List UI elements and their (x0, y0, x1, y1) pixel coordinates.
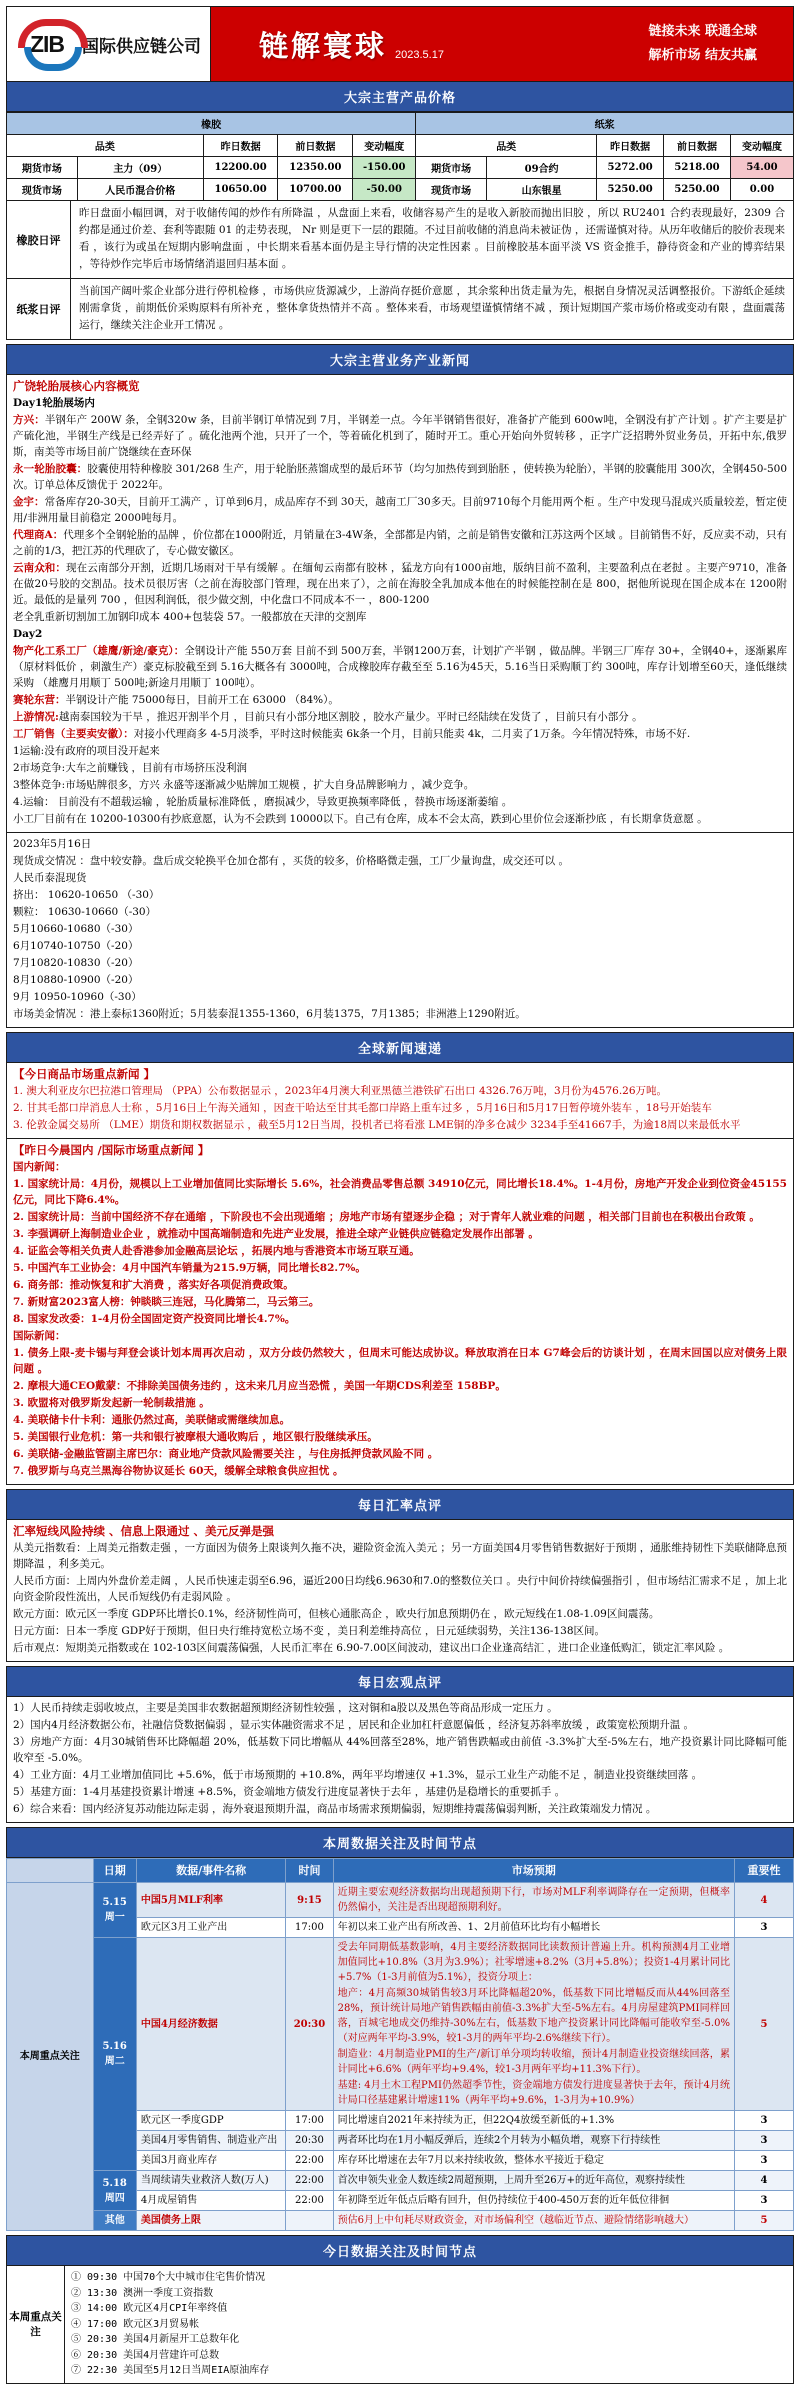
global-news-block (6, 1063, 794, 1139)
commentary-row (6, 279, 794, 340)
today-calendar-item: ① 09:30 中国70个大中城市住宅售价情况 (71, 2272, 266, 2283)
commentary-text: 昨日盘面小幅回调，对于收储传闻的炒作有所降温 ，从盘面上来看，收储容易产生的是收入新胶而抛出旧胶 ，所以 RU2401 合约表现最好，2309 合约都是通过价差、套利等跟随 01 的走势表现， Nr 则是更下一层的跟随。不过目前收储的消息尚未被证伪 ，还需谨慎对待。从历年收储后的胶价表现来看 ，该行为或虽在短期内影响盘面 ，中长期来看基本面仍是主导行情的决定性因素 。目前橡胶基本面平淡 VS 资金推手，静待资金和产业的博弈结果 ，等待炒作完毕后市场情绪消退回归基本面 。 (79, 207, 785, 270)
fx-paragraph: 人民币方面：上周内外盘价差走阔 ，人民币快速走弱至6.96，逼近200日均线6.9630和7.0的整数位关口 。央行中间价持续偏强指引 ，但市场结汇需求不足 ，加上北向资金阶段性流出，人民币短线仍有走弱风险 。 (13, 1575, 787, 1603)
calendar-event-time: 17:00 (286, 2111, 333, 2131)
industry-news-item (13, 527, 787, 559)
calendar-importance: 3 (734, 1918, 793, 1938)
calendar-event-name[interactable]: 中国4月经济数据 (136, 1938, 286, 2111)
section-bar-fx: 每日汇率点评 (6, 1489, 794, 1520)
calendar-date-cell: 5.18 周四 (93, 2171, 136, 2211)
spot-quote-block (6, 833, 794, 1028)
industry-news-item (13, 709, 787, 725)
calendar-col-expectation: 市场预期 (333, 1859, 734, 1883)
industry-news-item (13, 692, 787, 708)
commentary-label: 纸浆日评 (7, 279, 71, 339)
market-type: 现货市场 (7, 179, 78, 201)
calendar-row[interactable] (7, 1938, 794, 2111)
slogan-line-1: 链接未来 联通全球 (648, 24, 757, 39)
macro-paragraph: 1）人民币持续走弱收坡点，主要是美国非农数据超预期经济韧性较强 ，这对铜和a股以及黑色等商品形成一定压力 。 (13, 1702, 558, 1714)
product-name: 09合约 (487, 157, 597, 179)
commentary-label: 橡胶日评 (7, 201, 71, 278)
previous-value: 5250.00 (664, 179, 731, 201)
calendar-expectation: 同比增速自2021年来持续为正，但22Q4放缓至新低的+1.3% (333, 2111, 734, 2131)
domestic-news-item: 5. 中国汽车工业协会：4月中国汽车销量为215.9万辆，同比增长82.7%。 (13, 1262, 366, 1274)
week-calendar-table (6, 1858, 794, 2231)
calendar-row[interactable] (7, 2211, 794, 2231)
spot-quote-line: 挤出： 10620-10650 （-30） (13, 889, 160, 901)
slogan (648, 21, 757, 67)
day1-label: Day1轮胎展场内 (13, 397, 95, 409)
col-header-category: 品类 (7, 135, 204, 157)
calendar-date-cell: 其他 (93, 2211, 136, 2231)
industry-news-item (13, 461, 787, 493)
today-calendar-item: ⑥ 20:30 美国4月营建许可总数 (71, 2349, 220, 2361)
previous-value: 5218.00 (664, 157, 731, 179)
spot-quote-line: 颗粒： 10630-10660（-30） (13, 906, 157, 918)
spot-summary: 现货成交情况 ：盘中较安静。盘后成交轮换平仓加仓都有 ，买货的较多，价格略微走强，工厂少量询盘，成交还可以 。 (13, 855, 570, 867)
yesterday-value: 12200.00 (203, 157, 278, 179)
calendar-event-time: 17:00 (286, 1918, 333, 1938)
market-type: 期货市场 (416, 157, 487, 179)
calendar-importance: 3 (734, 2191, 793, 2211)
today-calendar-row (6, 2266, 794, 2384)
macro-paragraph: 2）国内4月经济数据公布，社融信贷数据偏弱 ，显示实体融资需求不足 ，居民和企业加杠杆意愿偏低 ，经济复苏斜率放缓 ，政策宽松预期升温 。 (13, 1719, 695, 1731)
price-column-header-row (7, 135, 794, 157)
calendar-importance: 5 (734, 2211, 793, 2231)
industry-news-block (6, 375, 794, 833)
previous-value: 12350.00 (278, 157, 353, 179)
product-name: 山东银星 (487, 179, 597, 201)
yesterday-value: 5272.00 (597, 157, 664, 179)
macro-paragraph: 4）工业方面：4月工业增加值同比 +5.6%，低于市场预期的 +10.8%，两年平均增速仅 +1.3%，显示工业生产动能不足 ，制造业投资继续回落 。 (13, 1769, 703, 1781)
fx-comment-title: 汇率短线风险持续 、信息上限通过 、美元反弹是强 (13, 1524, 275, 1538)
calendar-event-time: 20:30 (286, 2131, 333, 2151)
masthead (6, 6, 794, 82)
group-header-rubber: 橡胶 (7, 113, 416, 135)
commodity-news-item: 3. 伦敦金属交易所 （LME）期货和期权数据显示 ，截至5月12日当周，投机者已将看涨 LME铜的净多仓减少 3234手至41667手，为逾18周以来最低水平 (13, 1119, 741, 1131)
industry-news-item-text: 越南泰国较为干旱 ，推迟开割半个月 ，目前只有小部分地区割胶 ，胶水产量少。平时已经陆续在发货了 ，目前只有小部分 。 (58, 711, 643, 723)
industry-news-item-name: 金宇： (13, 496, 45, 508)
calendar-expectation: 年初降至近年低点后略有回升，但仍持续位于400-450万套的近年低位徘徊 (333, 2191, 734, 2211)
fx-paragraph: 从美元指数看：上周美元指数走强 ，一方面因为债务上限谈判久拖不决，避险资金流入美元 ；另一方面美国4月零售销售数据好于预期 ，通胀维持韧性下美联储降息预期降温 ，利多美元。 (13, 1542, 787, 1570)
price-row (7, 157, 794, 179)
calendar-event-name[interactable]: 美国4月零售销售、制造业产出 (136, 2131, 286, 2151)
industry-news-item-name: 工厂销售（主要卖安徽）： (13, 728, 134, 740)
calendar-col-date: 日期 (93, 1859, 136, 1883)
macro-view-block (6, 1697, 794, 1823)
logo-company-name: 国际供应链公司 (82, 36, 201, 56)
industry-news-item-name: 物产化工系工厂（雄鹰/新途/豪克）： (13, 645, 185, 657)
fx-comment-block (6, 1520, 794, 1662)
product-name: 主力（09） (77, 157, 203, 179)
industry-point: 1运输:没有政府的项目没开起来 (13, 745, 160, 757)
macro-paragraph: 3）房地产方面：4月30城销售环比降幅超 20%，低基数下同比增幅从 44%回落至28%，地产销售跌幅或由前值 -3.3%扩大至-5%左右，地产投资累计同比降幅可能收窄至 -5.0%。 (13, 1736, 787, 1764)
calendar-event-time: 22:00 (286, 2151, 333, 2171)
industry-news-item (13, 643, 787, 691)
change-value: -50.00 (353, 179, 416, 201)
today-calendar-item: ⑦ 22:30 美国至5月12日当周EIA原油库存 (71, 2365, 270, 2376)
fx-paragraph: 日元方面：日本一季度 GDP好于预期，但日央行维持宽松立场不变 ，美日利差维持高位 ，日元延续弱势，关注136-138区间。 (13, 1625, 606, 1637)
section-bar-prices: 大宗主营产品价格 (6, 82, 794, 112)
industry-news-item-name: 代理商A： (13, 529, 64, 541)
group-header-pulp: 纸浆 (416, 113, 794, 135)
today-calendar-item: ⑤ 20:30 美国4月新屋开工总数年化 (71, 2334, 240, 2345)
market-type: 期货市场 (7, 157, 78, 179)
domestic-news-item: 3. 李强调研上海制造业企业 ，就推动中国高端制造和先进产业发展，推进全球产业链供应链稳定发展作出部署 。 (13, 1228, 539, 1240)
yesterday-value: 5250.00 (597, 179, 664, 201)
calendar-col-focus (7, 1859, 94, 1883)
change-value: 54.00 (730, 157, 793, 179)
commodity-news-item: 1. 澳大利亚皮尔巴拉港口管理局 （PPA）公布数据显示 ，2023年4月澳大利亚黑德兰港铁矿石出口 4326.76万吨，3月份为4576.26万吨。 (13, 1085, 668, 1097)
today-calendar-item: ③ 14:00 欧元区4月CPI年率终值 (71, 2303, 228, 2314)
macro-news-block (6, 1139, 794, 1485)
calendar-expectation: 两者环比均在1月小幅反弹后，连续2个月转为小幅负增，观察下行持续性 (333, 2131, 734, 2151)
company-logo (7, 7, 211, 81)
fx-paragraph: 欧元方面：欧元区一季度 GDP环比增长0.1%，经济韧性尚可，但核心通胀高企 ，欧央行加息预期仍在 ，欧元短线在1.08-1.09区间震荡。 (13, 1608, 660, 1620)
industry-news-item-text: 半钢年产 200W 条，全钢320w 条，目前半钢订单情况到 7月，半钢差一点。今年半钢销售很好，准备扩产能到 600w吨，全钢没有扩产计划 。扩产主要是扩产硫化池，半钢生产线是已经弄好了 。硫化池两个池，只开了一个，等着硫化机到了，随时开工。重心开始向外贸转移 ，正字广泛招聘外贸业务员，开拓中东,俄罗斯，南美等市场目前广饶继续在查环保 (13, 414, 787, 458)
day1-tail: 老全乳重新切割加工加钢印成本 400+包装袋 57。一般都放在天津的交割库 (13, 611, 367, 623)
col-header-yesterday: 昨日数据 (597, 135, 664, 157)
commodity-news-title: 【今日商品市场重点新闻 】 (13, 1067, 156, 1081)
industry-news-item-text: 全钢设计产能 550万套 目前不到 500万套，半钢1200万套，计划扩产半钢 ，做品牌。半钢三厂库存 30+，全钢40+，逐渐累库（原材料低价 ，刺激生产）豪克标胶截至到 5.16大概各有 3000吨，合成橡胶库存截至至 5.16为45天，5.16当日采购顺丁约 300吨，库存计划增至60天，逢低继续采购 （雄鹰月用顺丁 500吨;新途月用顺丁 100吨）。 (13, 645, 788, 689)
calendar-expectation: 近期主要宏观经济数据均出现超预期下行，市场对MLF利率调降存在一定预期，但概率仍然偏小，关注是否出现超预期利好。 (333, 1883, 734, 1918)
section-bar-industry: 大宗主营业务产业新闻 (6, 344, 794, 375)
col-header-yesterday: 昨日数据 (203, 135, 278, 157)
domestic-news-item: 2. 国家统计局：当前中国经济不存在通缩 ，下阶段也不会出现通缩 ；房地产市场有望逐步企稳 ；对于青年人就业难的问题 ，相关部门目前也在积极出台政策 。 (13, 1211, 760, 1223)
col-header-change: 变动幅度 (730, 135, 793, 157)
industry-point: 3整体竞争:市场贴牌很多，方兴 永盛等逐渐减少贴牌加工规模 ，扩大自身品牌影响力 ，减少竞争。 (13, 779, 475, 791)
calendar-event-name[interactable]: 美国债务上限 (136, 2211, 286, 2231)
product-name: 人民币混合价格 (77, 179, 203, 201)
calendar-col-time: 时间 (286, 1859, 333, 1883)
col-header-category: 品类 (416, 135, 597, 157)
intl-news-item: 1. 债务上限-麦卡锡与拜登会谈计划本周再次启动 ，双方分歧仍然较大 ，但周末可能达成协议。释放取消在日本 G7峰会后的访谈计划 ，在周末回国以应对债务上限问题 。 (13, 1347, 787, 1375)
calendar-event-time: 22:00 (286, 2171, 333, 2191)
today-calendar-label: 本周重点关注 (7, 2266, 65, 2383)
price-row (7, 179, 794, 201)
industry-news-item-name: 赛轮东营： (13, 694, 66, 706)
calendar-expectation: 预估6月上中旬耗尽财政资金，对市场偏利空（越临近节点、避险情绪影响越大） (333, 2211, 734, 2231)
fx-paragraph: 后市观点：短期美元指数或在 102-103区间震荡偏强，人民币汇率在 6.90-7.00区间波动，建议出口企业逢高结汇 ，进口企业逢低购汇，锁定汇率风险 。 (13, 1642, 730, 1654)
macro-news-title: 【昨日今晨国内 /国际市场重点新闻 】 (13, 1143, 210, 1157)
calendar-row[interactable] (7, 2171, 794, 2191)
intl-label: 国际新闻： (13, 1330, 66, 1342)
industry-news-item-name: 方兴： (13, 414, 45, 426)
industry-news-item-text: 胶囊使用特种橡胶 301/268 生产，用于轮胎胚蒸馏成型的最后环节（均匀加热传到到胎胚 ，使转换为轮胎），半钢的胶囊能用 300次，全钢450-500次。订单总体反馈优于 2022年。 (13, 463, 788, 491)
calendar-event-time: 9:15 (286, 1883, 333, 1918)
industry-news-item-text: 现在云南部分开割，近期几场雨对干旱有缓解 。在缅甸云南都有胶林 ，猛龙方向有1000亩地，版纳目前不盈利，主要盈利点在老挝 。主要产9710，准备在做20号胶的交割品。技术员很厉害（之前在海胶部门管理，现在出来了），之前在海胶全乳加成本他在的时候能控制在是 800，据他所说现在国企成本在 1200附近。最低的是量列 700 ，但因利润低，很少做交割，中化盘口不同成本不一 ，800-1200 (13, 562, 787, 606)
intl-news-item: 4. 美联储卡什卡利：通胀仍然过高，美联储或需继续加息。 (13, 1414, 291, 1426)
today-calendar-item: ② 13:30 澳洲一季度工资指数 (71, 2287, 214, 2299)
industry-news-item (13, 560, 787, 608)
intl-news-item: 6. 美联储-金融监管副主席巴尔：商业地产贷款风险需要关注 ，与住房抵押贷款风险不同 。 (13, 1448, 439, 1460)
calendar-event-name[interactable]: 中国5月MLF利率 (136, 1883, 286, 1918)
slogan-line-2: 解析市场 结友共赢 (648, 48, 757, 63)
industry-news-title: 广饶轮胎展核心内容概览 (13, 379, 140, 393)
change-value: 0.00 (730, 179, 793, 201)
domestic-news-item: 1. 国家统计局：4月份，规模以上工业增加值同比实际增长 5.6%，社会消费品零售总额 34910亿元，同比增长18.4%。1-4月份，房地产开发企业到位资金45155亿元，同比下降6.4%。 (13, 1178, 787, 1206)
calendar-focus-label: 本周重点关注 (7, 1883, 94, 2231)
issue-date: 2023.5.17 (395, 49, 444, 61)
calendar-event-time: 20:30 (286, 1938, 333, 2111)
intl-news-item: 2. 摩根大通CEO戴蒙：不排除美国债务违约 ，这未来几月应当恐慌 ，美国一年期CDS利差至 158BP。 (13, 1380, 506, 1392)
calendar-event-name[interactable]: 当周续请失业救济人数(万人) (136, 2171, 286, 2191)
calendar-importance: 4 (734, 1883, 793, 1918)
commentary-row (6, 201, 794, 279)
previous-value: 10700.00 (278, 179, 353, 201)
spot-quote-line: 7月10820-10830（-20） (13, 957, 139, 969)
calendar-event-name[interactable]: 欧元区一季度GDP (136, 2111, 286, 2131)
calendar-expectation: 库存环比增速在去年7月以来持续收敛，整体水平接近于稳定 (333, 2151, 734, 2171)
industry-news-item-text: 代理多个全钢轮胎的品牌 ，价位都在1000附近，月销量在3-4W条，全部都是内销，之前是销售安徽和江苏这两个区域 。目前销售不好，反应卖不动，只有之前的1/3，把江苏的代理砍了，专心做安徽区。 (13, 529, 787, 557)
yesterday-value: 10650.00 (203, 179, 278, 201)
section-bar-macro-view: 每日宏观点评 (6, 1666, 794, 1697)
calendar-date-cell: 5.15 周一 (93, 1883, 136, 1938)
industry-closing: 小工厂目前有在 10200-10300有抄底意愿，认为不会跌到 10000以下。自己有仓库，成本不会太高，跌到心里价位会逐渐抄底 ，有长期拿货意愿 。 (13, 813, 708, 825)
industry-news-item-name: 上游情况: (13, 711, 59, 723)
day2-label: Day2 (13, 628, 43, 640)
spot-date: 2023年5月16日 (13, 838, 92, 850)
calendar-col-event: 数据/事件名称 (136, 1859, 286, 1883)
calendar-importance: 3 (734, 2111, 793, 2131)
section-bar-global: 全球新闻速递 (6, 1032, 794, 1063)
calendar-event-name[interactable]: 美国3月商业库存 (136, 2151, 286, 2171)
industry-news-item-text: 常备库存20-30天，目前开工满产 ，订单到6月，成品库存不到 30天，越南工厂30多天。目前9710每个月能用两个柜 。生产中发现马混成兴质量较差，暂定使用/非洲用量目前稳定 2000吨每月。 (13, 496, 788, 524)
intl-news-item: 3. 欧盟将对俄罗斯发起新一轮制裁措施 。 (13, 1397, 210, 1409)
industry-news-item (13, 412, 787, 460)
macro-paragraph: 5）基建方面：1-4月基建投资累计增速 +8.5%，资金端地方债发行进度显著快于去年 ，基建仍是稳增长的重要抓手 。 (13, 1786, 566, 1798)
today-calendar-item: ④ 17:00 欧元区3月贸易帐 (71, 2318, 200, 2330)
calendar-event-name[interactable]: 4月成屋销售 (136, 2191, 286, 2211)
price-table (6, 112, 794, 201)
calendar-expectation: 年初以来工业产出有所改善、1、2月前值环比均有小幅增长 (333, 1918, 734, 1938)
calendar-expectation: 首次申领失业金人数连续2周超预期，上周升至26万+的近年高位，观察持续性 (333, 2171, 734, 2191)
spot-subtitle: 人民币泰混现货 (13, 872, 87, 884)
col-header-change: 变动幅度 (353, 135, 416, 157)
change-value: -150.00 (353, 157, 416, 179)
price-group-header-row (7, 113, 794, 135)
calendar-header-row (7, 1859, 794, 1883)
col-header-previous: 前日数据 (278, 135, 353, 157)
page-title: 链解寰球 (259, 28, 388, 63)
calendar-expectation: 受去年同期低基数影响，4月主要经济数据同比读数预计普遍上升。机构预测4月工业增加值同比+10.8%（3月为3.9%）；社零增速+8.2%（3月+5.8%）；投资1-4月累计同比+5.7%（1-3月前值为5.1%），投资分项上： 地产：4月高频30城销售较3月环比降幅超20%，低基数下同比增幅反而从44%回落至28%，预计统计局地产销售跌幅由前值-3.3%扩大至-5%左右。4月房屋建筑PMI同样回落，百城宅地成交仍维持-30%左右，低基数下地产投资累计同比降幅可能收窄至-5.0%（对应两年平均-3.9%，较1-3月的两年平均-2.6%继续下行）。 制造业：4月制造业PMI的生产/新订单分项均转收缩，预计4月制造业投资继续回落，累计同比+6.6%（两年平均+9.4%，较1-3月两年平均+11.3%下行）。 基建: 4月土木工程PMI仍然超季节性，资金端地方债发行进度显著快于去年，预计4月统计局口径基建累计增速11%（两年平均+9.6%，1-3月为+10.9%） (333, 1938, 734, 2111)
zib-logo-icon (16, 17, 78, 71)
industry-news-item-name: 云南众和： (13, 562, 66, 574)
spot-quote-line: 9月 10950-10960（-30） (13, 991, 142, 1003)
industry-point: 2市场竞争:大车之前赚钱 ，目前有市场挤压没利润 (13, 762, 248, 774)
industry-news-item-text: 半钢设计产能 75000每日，目前开工在 63000 （84%）。 (65, 694, 339, 706)
calendar-col-importance: 重要性 (734, 1859, 793, 1883)
macro-paragraph: 6）综合来看：国内经济复苏动能边际走弱 ，海外衰退预期升温，商品市场需求预期偏弱，短期维持震荡偏弱判断，关注政策端发力情况 。 (13, 1803, 657, 1815)
title-banner (211, 7, 793, 81)
calendar-date-cell: 5.16 周二 (93, 1938, 136, 2171)
industry-point: 4.运输： 目前没有不超载运输 ，轮胎质量标准降低 ，磨损减少，导致更换频率降低 ，替换市场逐渐萎缩 。 (13, 796, 513, 808)
industry-news-item-text: 对接小代理商多 4-5月淡季，平时这时候能卖 6k条一个月，目前只能卖 4k，二月卖了1万条。今年情况特殊，市场不好. (133, 728, 691, 740)
domestic-label: 国内新闻： (13, 1161, 66, 1173)
calendar-importance: 3 (734, 2131, 793, 2151)
market-type: 现货市场 (416, 179, 487, 201)
spot-usd-line: 市场美金情况 ：港上泰标1360附近；5月装泰混1355-1360，6月装1375，7月1385；非洲港上1290附近。 (13, 1008, 526, 1020)
industry-news-item-name: 永一轮胎胶囊： (13, 463, 88, 475)
domestic-news-item: 7. 新财富2023富人榜：钟睒睒三连冠，马化腾第二，马云第三。 (13, 1296, 320, 1308)
industry-news-item (13, 726, 787, 742)
logo-zib-text: ZIB (29, 31, 65, 57)
domestic-news-item: 6. 商务部：推动恢复和扩大消费 ，落实好各项促消费政策。 (13, 1279, 294, 1291)
calendar-event-name[interactable]: 欧元区3月工业产出 (136, 1918, 286, 1938)
commentary-text: 当前国产阔叶浆企业部分进行停机检修 ，市场供应货源减少，上游尚存挺价意愿 ，其余浆种出货走量为先，根据自身情况灵活调整报价。下游纸企延续刚需拿货 ，前期低价采购原料有所补充 ，整体拿货热情并不高 。整体来看，市场观望谨慎情绪不减 ，预计短期国产浆市场价格或变动有限 ，盘面震荡运行，继续关注企业开工情况 。 (79, 285, 785, 331)
section-bar-today-calendar: 今日数据关注及时间节点 (6, 2235, 794, 2266)
intl-news-item: 5. 美国银行业危机：第一共和银行被摩根大通收购后 ，地区银行股继续承压。 (13, 1431, 378, 1443)
section-bar-week-calendar: 本周数据关注及时间节点 (6, 1827, 794, 1858)
calendar-importance: 3 (734, 2151, 793, 2171)
calendar-event-time: 22:00 (286, 2191, 333, 2211)
calendar-importance: 5 (734, 1938, 793, 2111)
calendar-row[interactable] (7, 1883, 794, 1918)
domestic-news-item: 4. 证监会等相关负责人赴香港参加金融高层论坛 ，拓展内地与香港资本市场互联互通。 (13, 1245, 420, 1257)
calendar-event-time (286, 2211, 333, 2231)
today-items-list (65, 2266, 793, 2383)
commodity-news-item: 2. 甘其毛都口岸消息人士称 ，5月16日上午海关通知 ，因查干哈达至甘其毛都口岸路上重车过多 ，5月16日和5月17日暂停境外装车 ，18号开始装车 (13, 1102, 712, 1114)
spot-quote-line: 6月10740-10750（-20） (13, 940, 139, 952)
industry-news-item (13, 494, 787, 526)
calendar-importance: 4 (734, 2171, 793, 2191)
col-header-previous: 前日数据 (664, 135, 731, 157)
commentary-list (6, 201, 794, 340)
spot-quote-line: 8月10880-10900（-20） (13, 974, 139, 986)
intl-news-item: 7. 俄罗斯与乌克兰黑海谷物协议延长 60天，缓解全球粮食供应担忧 。 (13, 1465, 344, 1477)
spot-quote-line: 5月10660-10680（-30） (13, 923, 139, 935)
domestic-news-item: 8. 国家发改委：1-4月份全国固定资产投资同比增长4.7%。 (13, 1313, 296, 1325)
